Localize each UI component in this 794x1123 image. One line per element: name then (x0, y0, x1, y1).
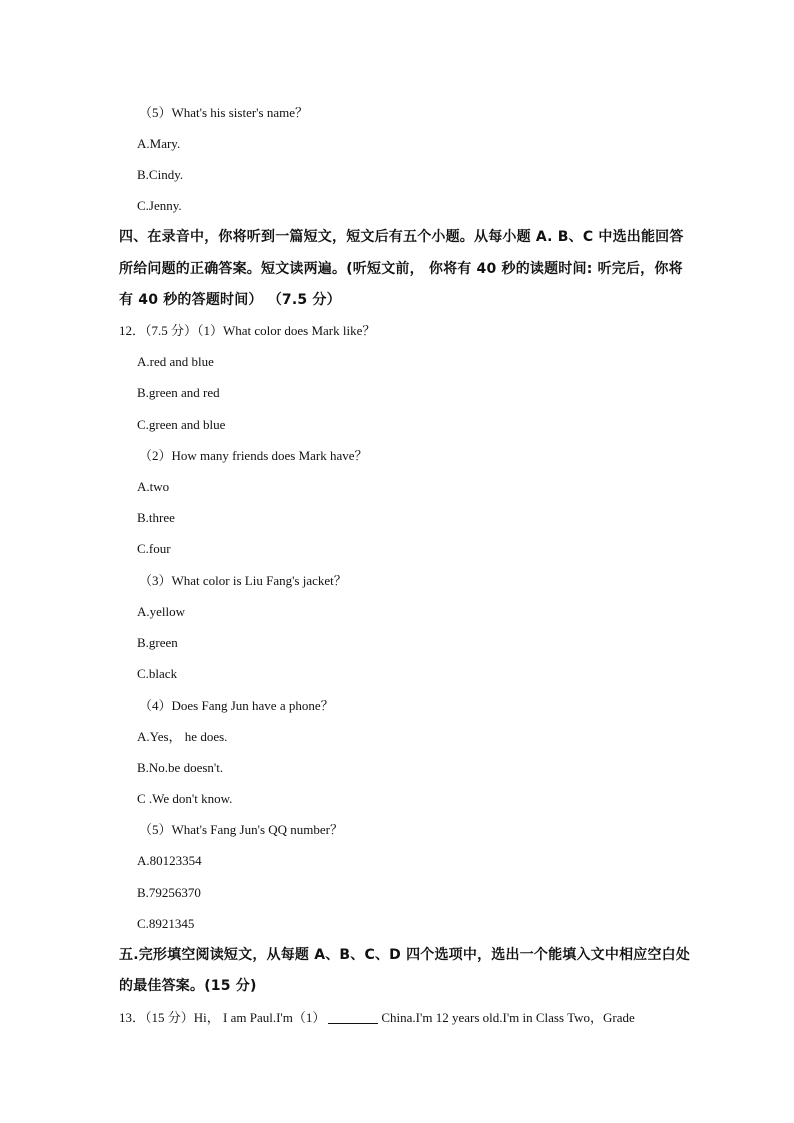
option-c: C.black (137, 666, 178, 681)
option-c: C.four (137, 541, 171, 556)
option-a: A.red and blue (137, 354, 214, 369)
answer-blank (328, 1011, 378, 1024)
question-text: China.I'm 12 years old.I'm in Class Two，Grade (381, 1010, 635, 1025)
question-label: （5）What's his sister's name？ (139, 105, 308, 120)
option-b: B.three (137, 510, 175, 525)
option-b: B.green and red (137, 385, 220, 400)
option-c: C.8921345 (137, 916, 195, 931)
section-heading: 所给问题的正确答案。短文读两遍。(听短文前， 你将有 40 秒的读题时间: 听完后，你将 (119, 261, 683, 277)
question-label: （4）Does Fang Jun have a phone？ (139, 698, 334, 713)
section-heading: 四、在录音中，你将听到一篇短文，短文后有五个小题。从每小题 A. B、C 中选出能回答 (119, 229, 684, 245)
option-b: B.Cindy. (137, 167, 184, 182)
option-a: A.80123354 (137, 853, 202, 868)
question-text: 13．（15 分）Hi， I am Paul.I'm（1） (119, 1010, 326, 1025)
option-c: C .We don't know. (137, 791, 233, 806)
section-heading: 的最佳答案。(15 分) (119, 978, 257, 994)
question-header: 12．（7.5 分）（1）What color does Mark like？ (119, 323, 376, 338)
question-label: （3）What color is Liu Fang's jacket？ (139, 573, 347, 588)
option-b: B.No.be doesn't. (137, 760, 224, 775)
option-b: B.green (137, 635, 178, 650)
option-c: C.Jenny. (137, 198, 182, 213)
option-b: B.79256370 (137, 885, 201, 900)
question-header (119, 1009, 635, 1027)
option-a: A.Mary. (137, 136, 181, 151)
question-label: （2）How many friends does Mark have？ (139, 448, 368, 463)
section-heading: 有 40 秒的答题时间） （7.5 分） (119, 292, 341, 308)
option-a: A.two (137, 479, 170, 494)
option-a: A.Yes， he does. (137, 729, 228, 744)
section-heading: 五.完形填空阅读短文，从每题 A、B、C、D 四个选项中，选出一个能填入文中相应空白处 (119, 947, 691, 963)
option-a: A.yellow (137, 604, 186, 619)
option-c: C.green and blue (137, 417, 226, 432)
question-label: （5）What's Fang Jun's QQ number？ (139, 822, 344, 837)
